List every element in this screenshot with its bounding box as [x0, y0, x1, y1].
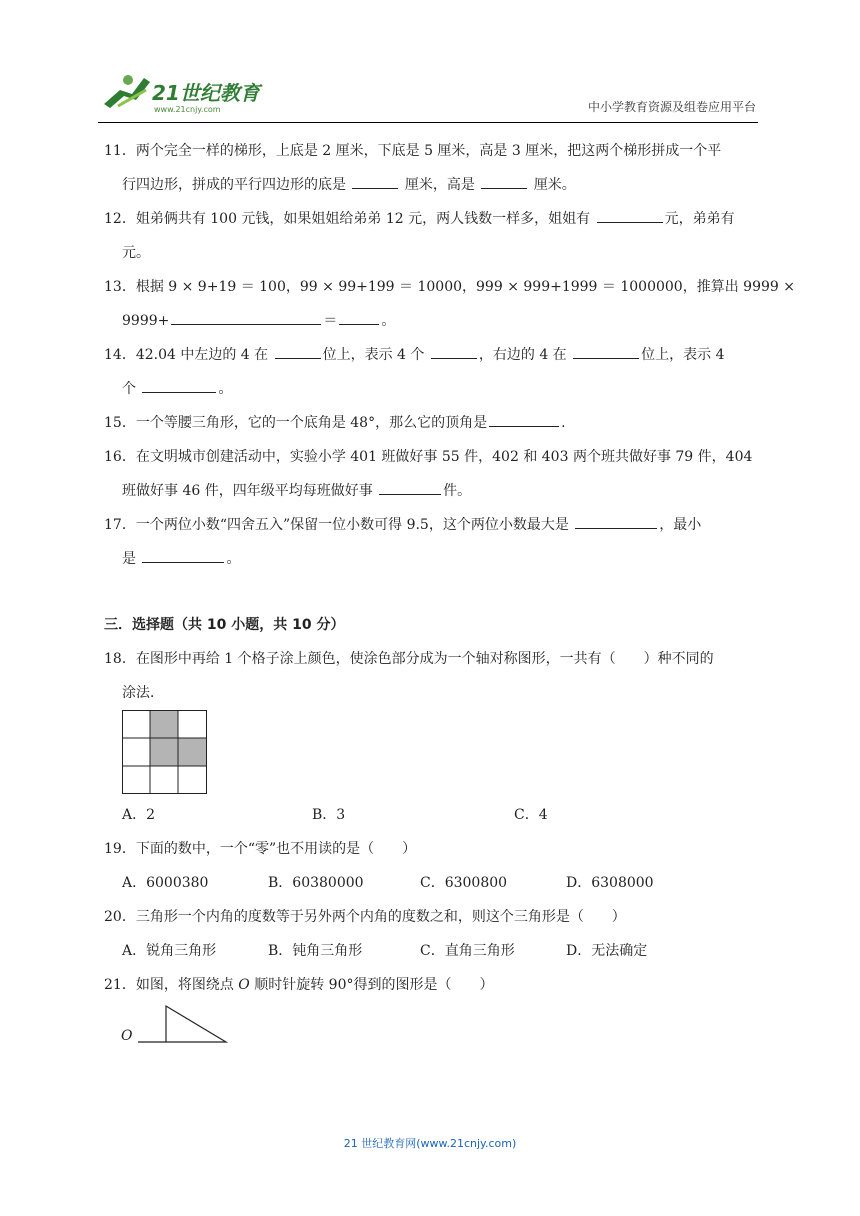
q17-text-c: 是 [122, 551, 136, 567]
q11-blank-base[interactable] [352, 174, 398, 189]
q14-text-d: 位上，表示 4 [641, 347, 725, 363]
q13-text-b: ＝ [323, 313, 338, 329]
q21-figure-label-o: O [121, 1028, 133, 1044]
question-17-line2 [122, 542, 240, 576]
site-logo [98, 70, 268, 116]
q19-option-b[interactable]: B．60380000 [268, 875, 364, 891]
q11-blank-height[interactable] [481, 174, 527, 189]
section-3-title: 三．选择题（共 10 小题，共 10 分） [104, 617, 345, 633]
q13-text-a: 9999+ [122, 313, 170, 329]
q21-triangle-figure [136, 1002, 230, 1046]
q12-text-a: 12．姐弟俩共有 100 元钱，如果姐姐给弟弟 12 元，两人钱数一样多，姐姐有 [104, 211, 591, 227]
q17-blank-min[interactable] [142, 548, 224, 563]
question-14-line2 [122, 372, 232, 406]
q20-option-d[interactable]: D．无法确定 [566, 943, 648, 959]
question-13-line1: 13．根据 9 × 9+19 ＝ 100，99 × 99+199 ＝ 10000，999 × 999+1999 ＝ 1000000，推算出 9999 × [104, 279, 795, 295]
question-16-line2 [122, 474, 471, 508]
q13-blank-expression[interactable] [171, 310, 321, 325]
q15-text-b: . [561, 415, 566, 431]
logo-url: www.21cnjy.com [154, 105, 221, 114]
q21-text-a: 21．如图，将图绕点 [104, 977, 234, 993]
q11-text-a: 行四边形，拼成的平行四边形的底是 [122, 177, 346, 193]
q14-text-f: 。 [218, 381, 233, 397]
platform-name: 中小学教育资源及组卷应用平台 [587, 100, 756, 114]
q11-text-c: 厘米。 [533, 177, 576, 193]
q14-blank-3[interactable] [573, 344, 639, 359]
q13-text-c: 。 [381, 313, 396, 329]
q19-option-c[interactable]: C．6300800 [420, 875, 508, 891]
logo-text: 21世纪教育 [152, 81, 260, 105]
q15-text-a: 15．一个等腰三角形，它的一个底角是 48°，那么它的顶角是 [104, 415, 488, 431]
question-21-line1 [104, 968, 760, 1002]
q17-text-d: 。 [226, 551, 241, 567]
question-17-line1 [104, 508, 760, 542]
question-14-line1 [104, 338, 760, 372]
header-divider [98, 122, 758, 123]
q14-text-e: 个 [122, 381, 136, 397]
q16-blank-average[interactable] [379, 480, 441, 495]
footer-link[interactable]: 21 世纪教育网(www.21cnjy.com) [343, 1137, 517, 1150]
question-13-line2 [122, 304, 395, 338]
q20-option-c[interactable]: C．直角三角形 [420, 943, 515, 959]
q21-point-o: O [238, 977, 250, 993]
q17-blank-max[interactable] [575, 514, 657, 529]
q11-text-b: 厘米，高是 [404, 177, 475, 193]
q14-blank-1[interactable] [275, 344, 321, 359]
question-18-line2: 涂法． [122, 685, 164, 701]
q18-grid-figure [122, 710, 208, 794]
q14-text-c: ，右边的 4 在 [478, 347, 567, 363]
q12-blank-sister[interactable] [597, 208, 663, 223]
question-11-line2 [122, 168, 576, 202]
q21-text-b: 顺时针旋转 90°得到的图形是（ ） [254, 977, 494, 993]
q16-text-b: 件。 [443, 483, 472, 499]
q17-text-a: 17．一个两位小数“四舍五入”保留一位小数可得 9.5，这个两位小数最大是 [104, 517, 569, 533]
q19-option-a[interactable]: A．6000380 [122, 875, 209, 891]
q16-text-a: 班做好事 46 件，四年级平均每班做好事 [122, 483, 373, 499]
q15-blank-apex-angle[interactable] [489, 412, 559, 427]
question-16-line1: 16．在文明城市创建活动中，实验小学 401 班做好事 55 件，402 和 403 两个班共做好事 79 件，404 [104, 449, 753, 465]
q14-text-a: 14．42.04 中左边的 4 在 [104, 347, 269, 363]
q18-option-c[interactable]: C．4 [514, 807, 548, 823]
q18-option-b[interactable]: B．3 [312, 807, 346, 823]
q12-text-b: 元，弟弟有 [664, 211, 735, 227]
q17-text-b: ，最小 [659, 517, 702, 533]
question-20-line1: 20．三角形一个内角的度数等于另外两个内角的度数之和，则这个三角形是（ ） [104, 909, 626, 925]
runner-logo-icon [98, 70, 268, 116]
q20-option-a[interactable]: A．锐角三角形 [122, 943, 217, 959]
question-12-line1 [104, 202, 760, 236]
question-15-line1 [104, 406, 760, 440]
q20-option-b[interactable]: B．钝角三角形 [268, 943, 363, 959]
question-12-line2: 元。 [122, 245, 150, 261]
q14-blank-2[interactable] [431, 344, 477, 359]
q14-text-b: 位上，表示 4 个 [322, 347, 425, 363]
question-19-line1: 19．下面的数中，一个“零”也不用读的是（ ） [104, 841, 417, 857]
question-11-line1: 11．两个完全一样的梯形，上底是 2 厘米，下底是 5 厘米，高是 3 厘米，把这两个梯形拼成一个平 [104, 143, 722, 159]
q18-option-a[interactable]: A．2 [122, 807, 156, 823]
question-18-line1: 18．在图形中再给 1 个格子涂上颜色，使涂色部分成为一个轴对称图形，一共有（ ）种不同的 [104, 651, 714, 667]
q14-blank-4[interactable] [142, 378, 216, 393]
q19-option-d[interactable]: D．6308000 [566, 875, 654, 891]
q13-blank-result[interactable] [339, 310, 379, 325]
